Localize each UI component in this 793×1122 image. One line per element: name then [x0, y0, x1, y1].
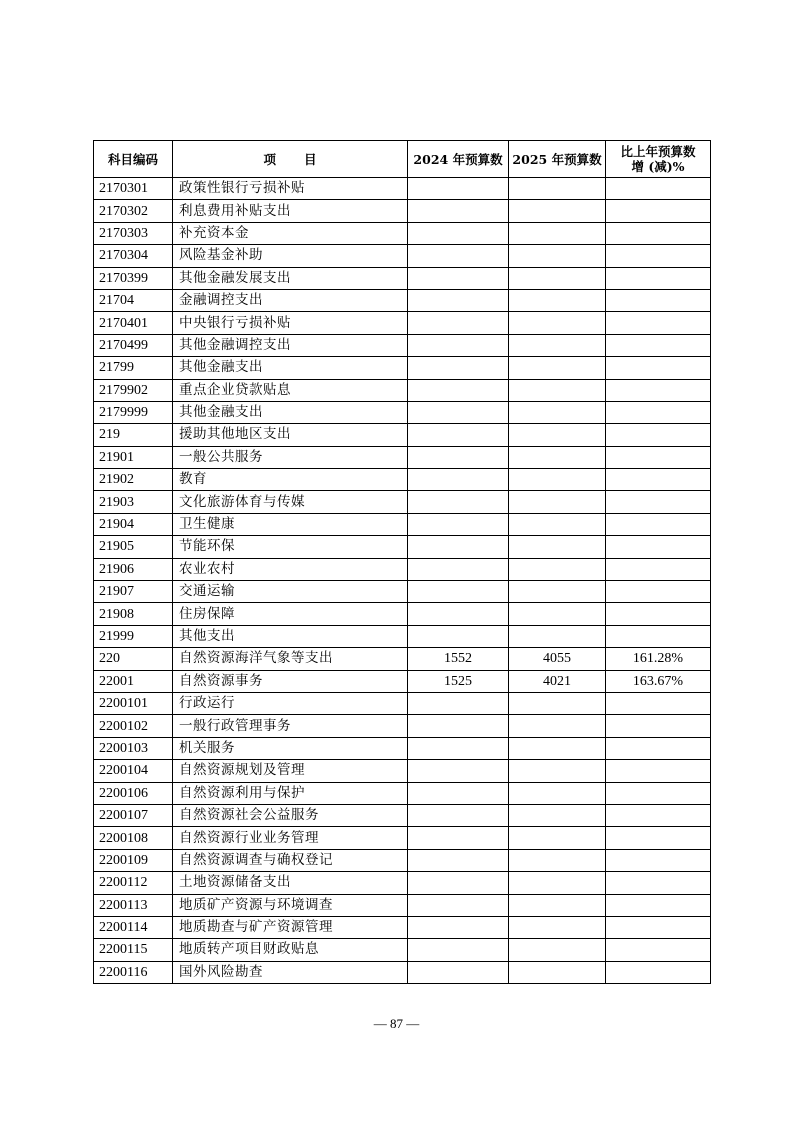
cell-item-name: 卫生健康 — [173, 513, 408, 535]
cell-budget-2024 — [408, 491, 509, 513]
cell-item-name: 风险基金补助 — [173, 245, 408, 267]
cell-budget-2024 — [408, 334, 509, 356]
cell-code: 2200108 — [94, 827, 173, 849]
header-item-b: 目 — [304, 151, 317, 167]
table-row — [94, 715, 711, 737]
cell-item-name: 自然资源海洋气象等支出 — [173, 648, 408, 670]
table-row — [94, 872, 711, 894]
cell-change — [606, 424, 711, 446]
cell-item-name: 地质勘查与矿产资源管理 — [173, 916, 408, 938]
cell-code: 219 — [94, 424, 173, 446]
cell-item-name: 地质转产项目财政贴息 — [173, 939, 408, 961]
cell-budget-2024 — [408, 379, 509, 401]
cell-change — [606, 289, 711, 311]
budget-table — [93, 140, 711, 984]
table-row — [94, 178, 711, 200]
table-header-row — [94, 141, 711, 178]
cell-item-name: 一般公共服务 — [173, 446, 408, 468]
cell-item-name: 利息费用补贴支出 — [173, 200, 408, 222]
table-row — [94, 469, 711, 491]
table-row — [94, 401, 711, 423]
cell-budget-2025 — [509, 379, 606, 401]
cell-change — [606, 715, 711, 737]
cell-item-name: 自然资源规划及管理 — [173, 760, 408, 782]
cell-budget-2025 — [509, 827, 606, 849]
table-row — [94, 849, 711, 871]
cell-change — [606, 849, 711, 871]
cell-item-name: 自然资源调查与确权登记 — [173, 849, 408, 871]
table-row — [94, 200, 711, 222]
cell-change — [606, 379, 711, 401]
table-row — [94, 939, 711, 961]
cell-budget-2024 — [408, 424, 509, 446]
cell-item-name: 金融调控支出 — [173, 289, 408, 311]
cell-code: 2170302 — [94, 200, 173, 222]
cell-budget-2024 — [408, 312, 509, 334]
table-row — [94, 312, 711, 334]
cell-budget-2024 — [408, 446, 509, 468]
table-row — [94, 357, 711, 379]
cell-code: 22001 — [94, 670, 173, 692]
cell-item-name: 其他金融调控支出 — [173, 334, 408, 356]
cell-item-name: 中央银行亏损补贴 — [173, 312, 408, 334]
cell-budget-2024 — [408, 558, 509, 580]
cell-budget-2024 — [408, 961, 509, 983]
page-number: — 87 — — [373, 1016, 420, 1031]
cell-change: 161.28% — [606, 648, 711, 670]
cell-code: 21704 — [94, 289, 173, 311]
cell-code: 21906 — [94, 558, 173, 580]
cell-change — [606, 536, 711, 558]
cell-item-name: 其他金融支出 — [173, 401, 408, 423]
cell-code: 2170499 — [94, 334, 173, 356]
cell-budget-2025 — [509, 178, 606, 200]
cell-change — [606, 827, 711, 849]
cell-budget-2024 — [408, 782, 509, 804]
cell-code: 21907 — [94, 581, 173, 603]
table-row — [94, 692, 711, 714]
cell-budget-2025 — [509, 334, 606, 356]
cell-budget-2024 — [408, 536, 509, 558]
table-row — [94, 379, 711, 401]
table-row — [94, 536, 711, 558]
cell-item-name: 交通运输 — [173, 581, 408, 603]
cell-budget-2025 — [509, 961, 606, 983]
cell-code: 2200106 — [94, 782, 173, 804]
cell-code: 21908 — [94, 603, 173, 625]
cell-budget-2025 — [509, 625, 606, 647]
header-budget-2025: 2025 年预算数 — [509, 141, 606, 178]
cell-budget-2025 — [509, 692, 606, 714]
cell-budget-2025 — [509, 939, 606, 961]
cell-budget-2025 — [509, 916, 606, 938]
cell-budget-2024 — [408, 401, 509, 423]
cell-budget-2025 — [509, 513, 606, 535]
cell-item-name: 农业农村 — [173, 558, 408, 580]
cell-budget-2025 — [509, 357, 606, 379]
cell-change — [606, 894, 711, 916]
cell-item-name: 自然资源行业业务管理 — [173, 827, 408, 849]
table-body — [94, 178, 711, 984]
cell-budget-2025 — [509, 872, 606, 894]
cell-code: 2200112 — [94, 872, 173, 894]
table-row — [94, 648, 711, 670]
cell-code: 2200107 — [94, 804, 173, 826]
cell-item-name: 文化旅游体育与传媒 — [173, 491, 408, 513]
cell-code: 2179902 — [94, 379, 173, 401]
table-row — [94, 424, 711, 446]
table-row — [94, 782, 711, 804]
cell-change — [606, 334, 711, 356]
cell-change — [606, 872, 711, 894]
cell-change — [606, 692, 711, 714]
cell-change — [606, 222, 711, 244]
table-row — [94, 894, 711, 916]
cell-item-name: 其他金融发展支出 — [173, 267, 408, 289]
table-row — [94, 289, 711, 311]
cell-budget-2024 — [408, 872, 509, 894]
cell-budget-2025 — [509, 715, 606, 737]
cell-change — [606, 469, 711, 491]
cell-change — [606, 581, 711, 603]
cell-budget-2024 — [408, 827, 509, 849]
header-change — [606, 141, 711, 178]
cell-item-name: 其他金融支出 — [173, 357, 408, 379]
cell-change — [606, 625, 711, 647]
cell-change — [606, 558, 711, 580]
table-row — [94, 581, 711, 603]
cell-budget-2025 — [509, 446, 606, 468]
cell-change — [606, 737, 711, 759]
cell-budget-2024 — [408, 603, 509, 625]
cell-code: 2170399 — [94, 267, 173, 289]
cell-code: 2200104 — [94, 760, 173, 782]
cell-budget-2025 — [509, 804, 606, 826]
cell-budget-2024 — [408, 469, 509, 491]
cell-budget-2024 — [408, 245, 509, 267]
table-row — [94, 245, 711, 267]
cell-budget-2024 — [408, 737, 509, 759]
cell-budget-2024 — [408, 715, 509, 737]
cell-budget-2025 — [509, 603, 606, 625]
cell-code: 2170301 — [94, 178, 173, 200]
cell-change — [606, 939, 711, 961]
cell-item-name: 自然资源事务 — [173, 670, 408, 692]
header-item — [173, 141, 408, 178]
cell-code: 2200101 — [94, 692, 173, 714]
cell-code: 2200115 — [94, 939, 173, 961]
cell-code: 2170401 — [94, 312, 173, 334]
table-row — [94, 737, 711, 759]
cell-item-name: 住房保障 — [173, 603, 408, 625]
cell-budget-2025 — [509, 424, 606, 446]
table-row — [94, 804, 711, 826]
cell-change — [606, 357, 711, 379]
cell-item-name: 教育 — [173, 469, 408, 491]
cell-code: 21799 — [94, 357, 173, 379]
cell-item-name: 土地资源储备支出 — [173, 872, 408, 894]
cell-change — [606, 961, 711, 983]
cell-budget-2025 — [509, 760, 606, 782]
table-row — [94, 625, 711, 647]
cell-budget-2024 — [408, 916, 509, 938]
cell-budget-2025 — [509, 491, 606, 513]
cell-item-name: 自然资源利用与保护 — [173, 782, 408, 804]
table-row — [94, 446, 711, 468]
cell-change — [606, 603, 711, 625]
cell-code: 2200103 — [94, 737, 173, 759]
cell-budget-2025 — [509, 200, 606, 222]
cell-budget-2025 — [509, 222, 606, 244]
table-row — [94, 961, 711, 983]
cell-change — [606, 491, 711, 513]
cell-item-name: 其他支出 — [173, 625, 408, 647]
cell-change — [606, 401, 711, 423]
header-code: 科目编码 — [94, 141, 173, 178]
table-row — [94, 558, 711, 580]
cell-change — [606, 513, 711, 535]
table-row — [94, 670, 711, 692]
cell-item-name: 自然资源社会公益服务 — [173, 804, 408, 826]
table-row — [94, 513, 711, 535]
table-row — [94, 491, 711, 513]
cell-code: 21905 — [94, 536, 173, 558]
cell-budget-2024: 1552 — [408, 648, 509, 670]
cell-change — [606, 178, 711, 200]
cell-change: 163.67% — [606, 670, 711, 692]
cell-budget-2025 — [509, 894, 606, 916]
cell-budget-2025 — [509, 245, 606, 267]
cell-budget-2024 — [408, 760, 509, 782]
header-budget-2024: 2024 年预算数 — [408, 141, 509, 178]
cell-code: 21999 — [94, 625, 173, 647]
header-change-line1: 比上年预算数 — [620, 144, 696, 159]
cell-budget-2024 — [408, 625, 509, 647]
header-item-a: 项 — [263, 151, 276, 167]
table-row — [94, 760, 711, 782]
cell-item-name: 重点企业贷款贴息 — [173, 379, 408, 401]
cell-code: 21902 — [94, 469, 173, 491]
header-change-line2: 增 (减)% — [631, 159, 685, 174]
table-row — [94, 267, 711, 289]
cell-budget-2024 — [408, 200, 509, 222]
cell-item-name: 地质矿产资源与环境调查 — [173, 894, 408, 916]
cell-code: 2200116 — [94, 961, 173, 983]
cell-budget-2025 — [509, 267, 606, 289]
cell-budget-2024 — [408, 222, 509, 244]
table-row — [94, 827, 711, 849]
cell-budget-2024 — [408, 692, 509, 714]
cell-change — [606, 916, 711, 938]
table-row — [94, 334, 711, 356]
cell-budget-2025: 4055 — [509, 648, 606, 670]
cell-item-name: 机关服务 — [173, 737, 408, 759]
cell-budget-2025 — [509, 469, 606, 491]
cell-item-name: 国外风险勘查 — [173, 961, 408, 983]
cell-change — [606, 804, 711, 826]
cell-budget-2024 — [408, 357, 509, 379]
cell-budget-2025 — [509, 782, 606, 804]
table-row — [94, 603, 711, 625]
cell-code: 21901 — [94, 446, 173, 468]
cell-budget-2025: 4021 — [509, 670, 606, 692]
cell-budget-2025 — [509, 737, 606, 759]
cell-change — [606, 760, 711, 782]
cell-budget-2024 — [408, 894, 509, 916]
cell-item-name: 补充资本金 — [173, 222, 408, 244]
cell-budget-2024 — [408, 849, 509, 871]
cell-item-name: 一般行政管理事务 — [173, 715, 408, 737]
cell-change — [606, 446, 711, 468]
cell-change — [606, 782, 711, 804]
cell-code: 2179999 — [94, 401, 173, 423]
cell-budget-2024 — [408, 513, 509, 535]
table-row — [94, 222, 711, 244]
cell-code: 2200102 — [94, 715, 173, 737]
cell-change — [606, 245, 711, 267]
cell-budget-2025 — [509, 558, 606, 580]
cell-item-name: 节能环保 — [173, 536, 408, 558]
cell-budget-2025 — [509, 581, 606, 603]
cell-code: 2170303 — [94, 222, 173, 244]
cell-code: 2200113 — [94, 894, 173, 916]
cell-budget-2024 — [408, 178, 509, 200]
cell-budget-2024 — [408, 289, 509, 311]
cell-code: 21903 — [94, 491, 173, 513]
cell-change — [606, 312, 711, 334]
cell-item-name: 行政运行 — [173, 692, 408, 714]
cell-budget-2025 — [509, 849, 606, 871]
cell-budget-2024 — [408, 267, 509, 289]
cell-code: 21904 — [94, 513, 173, 535]
cell-item-name: 援助其他地区支出 — [173, 424, 408, 446]
cell-budget-2024 — [408, 939, 509, 961]
cell-item-name: 政策性银行亏损补贴 — [173, 178, 408, 200]
cell-code: 2170304 — [94, 245, 173, 267]
cell-change — [606, 267, 711, 289]
cell-budget-2024 — [408, 581, 509, 603]
cell-budget-2025 — [509, 401, 606, 423]
cell-budget-2024: 1525 — [408, 670, 509, 692]
cell-budget-2024 — [408, 804, 509, 826]
cell-budget-2025 — [509, 312, 606, 334]
cell-code: 2200114 — [94, 916, 173, 938]
cell-code: 2200109 — [94, 849, 173, 871]
cell-code: 220 — [94, 648, 173, 670]
cell-budget-2025 — [509, 536, 606, 558]
cell-change — [606, 200, 711, 222]
cell-budget-2025 — [509, 289, 606, 311]
table-row — [94, 916, 711, 938]
